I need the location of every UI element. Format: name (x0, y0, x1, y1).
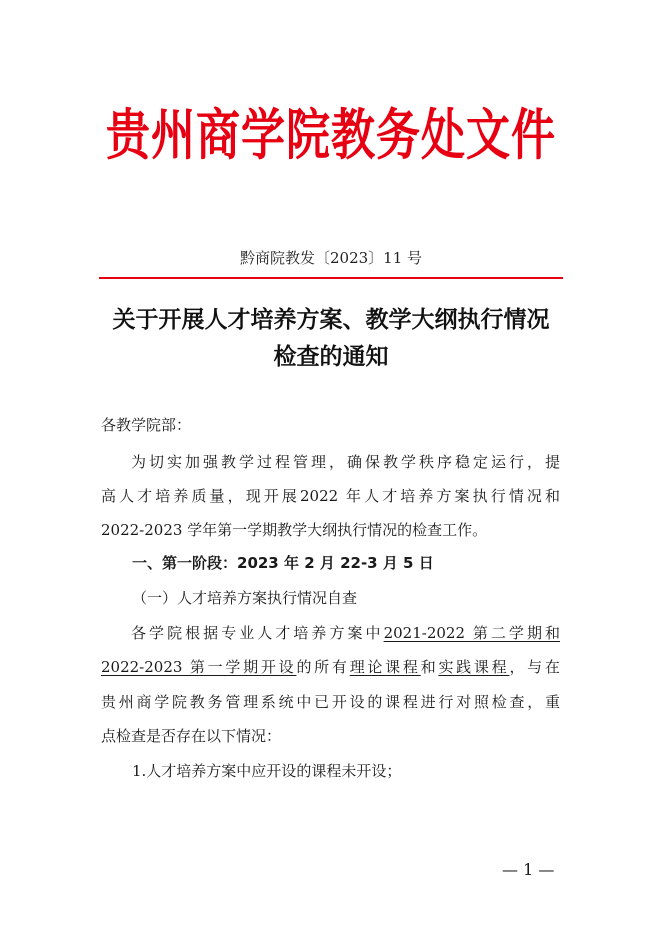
underlined-term-semester-2022: 2022-2023 第一学期开设 (101, 658, 297, 676)
paragraph-2-line-4: 点检查是否存在以下情况： (101, 727, 282, 745)
paragraph-2-line-3: 贵州商学院教务管理系统中已开设的课程进行对照检查，重 (101, 693, 560, 711)
paragraph-2-line-2 (101, 656, 560, 677)
red-divider-line (99, 277, 563, 279)
page-number: — 1 — (502, 860, 555, 879)
underlined-term-practice-courses: 实践课程 (438, 658, 510, 676)
masthead-title: 贵州商学院教务处文件 (106, 103, 556, 168)
paragraph-2-text: ，与在 (509, 658, 560, 676)
list-item-1: 1.人才培养方案中应开设的课程未开设； (132, 762, 402, 780)
paragraph-1-line-2: 高人才培养质量，现开展2022 年人才培养方案执行情况和 (101, 487, 560, 505)
paragraph-1-line-3: 2022-2023 学年第一学期教学大纲执行情况的检查工作。 (101, 521, 488, 539)
document-number: 黔商院教发〔2023〕11 号 (239, 249, 423, 267)
notice-title-line-1: 关于开展人才培养方案、教学大纲执行情况 (112, 307, 550, 333)
underlined-term-theory-courses: 理论课程 (349, 658, 421, 676)
paragraph-2-text: 和 (420, 658, 439, 676)
paragraph-1-line-1: 为切实加强教学过程管理，确保教学秩序稳定运行，提 (131, 453, 560, 471)
section-1-heading: 一、第一阶段：2023 年 2 月 22-3 月 5 日 (132, 554, 434, 572)
salutation: 各教学院部： (101, 416, 192, 434)
paragraph-2-line-1 (101, 622, 560, 643)
notice-title-line-2: 检查的通知 (273, 344, 389, 370)
underlined-term-semester-2021: 2021-2022 第二学期和 (383, 624, 560, 642)
notice-title (90, 302, 572, 376)
paragraph-2-text: 各学院根据专业人才培养方案中 (131, 624, 384, 642)
paragraph-2-text: 的所有 (296, 658, 350, 676)
subsection-1-heading: （一）人才培养方案执行情况自查 (132, 589, 358, 607)
